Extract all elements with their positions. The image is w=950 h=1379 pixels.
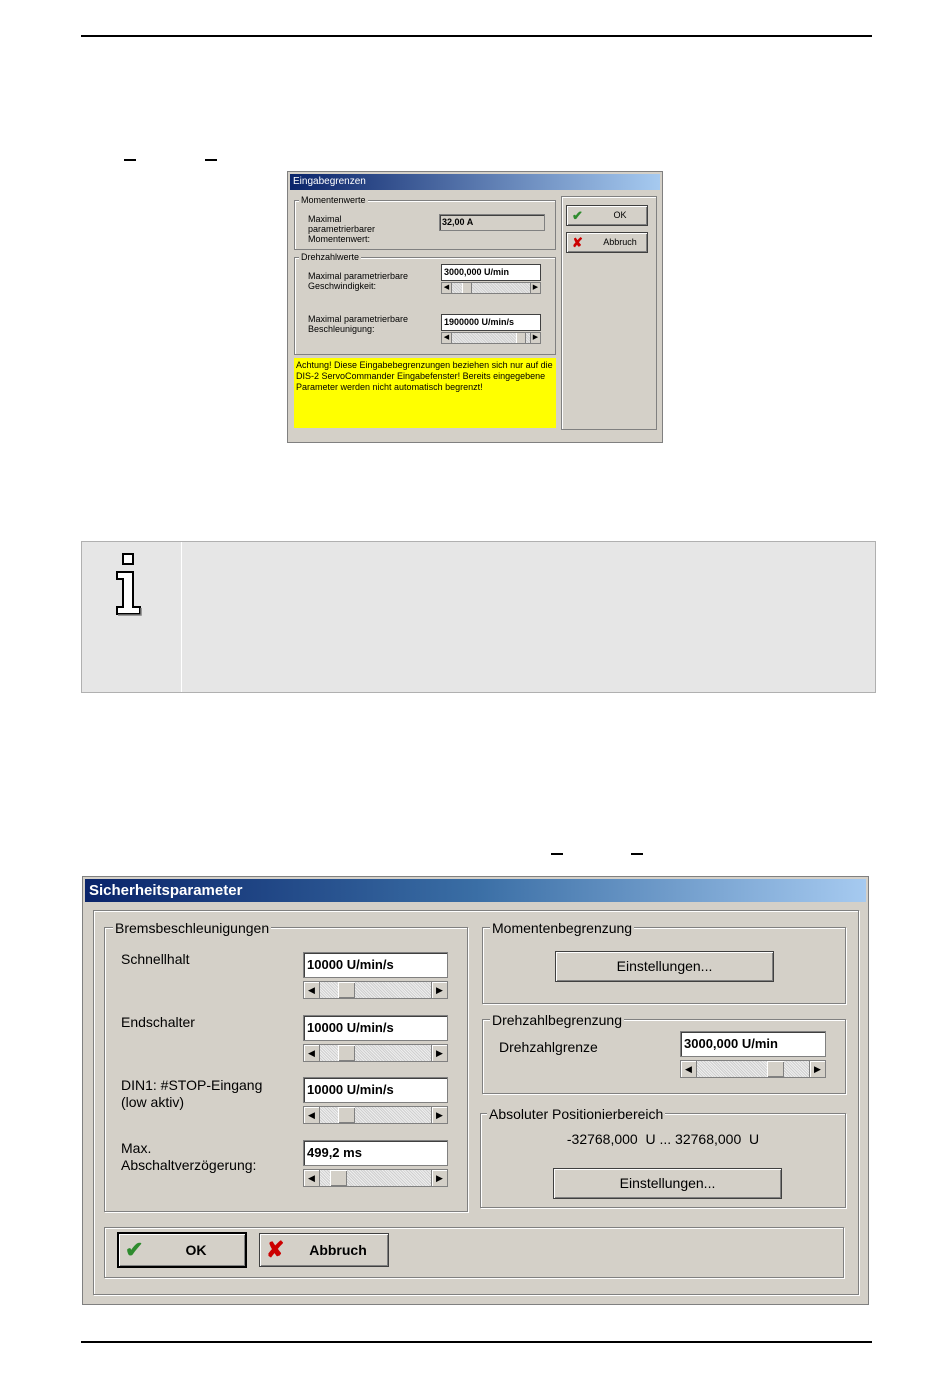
scroll-left-icon[interactable]: ◀ [304,982,320,998]
ok-button-label: OK [185,1242,207,1258]
close-x-icon: ✘ [572,235,583,250]
cancel-button-label: Abbruch [603,237,637,247]
abschaltverzoegerung-label: Max. Abschaltverzögerung: [121,1140,257,1173]
checkmark-icon: ✔ [125,1237,144,1262]
speed-input[interactable]: 3000,000 U/min [441,264,541,281]
info-box [81,541,876,693]
scroll-thumb[interactable] [338,982,355,998]
schnellhalt-label: Schnellhalt [121,951,190,967]
close-x-icon: ✘ [266,1237,285,1262]
dialog-title[interactable]: Sicherheitsparameter [85,879,866,902]
scroll-left-icon[interactable]: ◀ [442,333,452,343]
dash-mark [631,853,643,855]
drehzahlwerte-group-label: Drehzahlwerte [301,252,360,262]
momentenbegrenzung-settings-button[interactable]: Einstellungen... [555,951,774,982]
din1-stop-scrollbar[interactable] [303,1106,448,1124]
scroll-right-icon[interactable]: ▶ [809,1061,825,1077]
dash-mark [205,159,217,161]
scroll-right-icon[interactable]: ▶ [431,1170,447,1186]
endschalter-input[interactable]: 10000 U/min/s [303,1015,448,1041]
abschaltverzoegerung-scrollbar[interactable] [303,1169,448,1187]
scroll-thumb[interactable] [462,283,472,293]
accel-label: Maximal parametrierbare Beschleunigung: [308,314,409,334]
scroll-right-icon[interactable]: ▶ [431,1107,447,1123]
scroll-left-icon[interactable]: ◀ [442,283,452,293]
warning-message: Achtung! Diese Eingabebegrenzungen beziehen sich nur auf die DIS-2 ServoCommander Eingabefenster! Bereits eingegebene Parameter werden nicht automatisch begrenzt! [294,358,556,428]
scroll-thumb[interactable] [516,333,526,343]
din1-stop-label: DIN1: #STOP-Eingang (low aktiv) [121,1077,263,1110]
scroll-left-icon[interactable]: ◀ [304,1107,320,1123]
scroll-thumb[interactable] [330,1170,347,1186]
schnellhalt-input[interactable]: 10000 U/min/s [303,952,448,978]
scroll-right-icon[interactable]: ▶ [530,333,540,343]
eingabegrenzen-dialog [287,171,663,443]
scroll-right-icon[interactable]: ▶ [431,982,447,998]
schnellhalt-scrollbar[interactable] [303,981,448,999]
momentenwert-label: Maximal parametrierbarer Momentenwert: [308,214,376,244]
scroll-left-icon[interactable]: ◀ [304,1170,320,1186]
cancel-button[interactable] [259,1233,389,1267]
scroll-right-icon[interactable]: ▶ [530,283,540,293]
bottom-rule [81,1341,872,1343]
scroll-right-icon[interactable]: ▶ [431,1045,447,1061]
speed-label: Maximal parametrierbare Geschwindigkeit: [308,271,409,291]
ok-button[interactable] [117,1232,247,1268]
din1-stop-input[interactable]: 10000 U/min/s [303,1077,448,1103]
dash-mark [124,159,136,161]
drehzahlbegrenzung-group-label: Drehzahlbegrenzung [492,1012,622,1028]
speed-scrollbar[interactable] [441,282,541,294]
scroll-thumb[interactable] [767,1061,784,1077]
scroll-left-icon[interactable]: ◀ [681,1061,697,1077]
scroll-thumb[interactable] [338,1107,355,1123]
drehzahlgrenze-scrollbar[interactable] [680,1060,826,1078]
accel-scrollbar[interactable] [441,332,541,344]
sicherheitsparameter-dialog [82,876,869,1305]
dialog-title[interactable]: Eingabegrenzen [290,174,660,190]
ok-button[interactable] [566,205,648,226]
cancel-button[interactable] [566,232,648,253]
dash-mark [551,853,563,855]
positionierbereich-settings-button[interactable]: Einstellungen... [553,1168,782,1199]
momentenwert-field: 32,00 A [439,214,545,231]
top-rule [81,35,872,37]
abschaltverzoegerung-input[interactable]: 499,2 ms [303,1140,448,1166]
endschalter-scrollbar[interactable] [303,1044,448,1062]
info-icon [108,552,148,616]
scroll-left-icon[interactable]: ◀ [304,1045,320,1061]
cancel-button-label: Abbruch [309,1242,367,1258]
momentenwerte-group-label: Momentenwerte [301,195,366,205]
drehzahlgrenze-input[interactable]: 3000,000 U/min [680,1031,826,1057]
positionierbereich-range: -32768,000 U ... 32768,000 U [566,1131,760,1147]
endschalter-label: Endschalter [121,1014,195,1030]
accel-input[interactable]: 1900000 U/min/s [441,314,541,331]
ok-button-label: OK [613,210,627,220]
checkmark-icon: ✔ [572,208,583,223]
drehzahlgrenze-label: Drehzahlgrenze [499,1039,598,1055]
scroll-thumb[interactable] [338,1045,355,1061]
momentenbegrenzung-group-label: Momentenbegrenzung [492,920,633,936]
info-separator [181,542,182,692]
positionierbereich-group-label: Absoluter Positionierbereich [489,1106,664,1122]
bremsbeschleunigungen-group-label: Bremsbeschleunigungen [115,920,270,936]
